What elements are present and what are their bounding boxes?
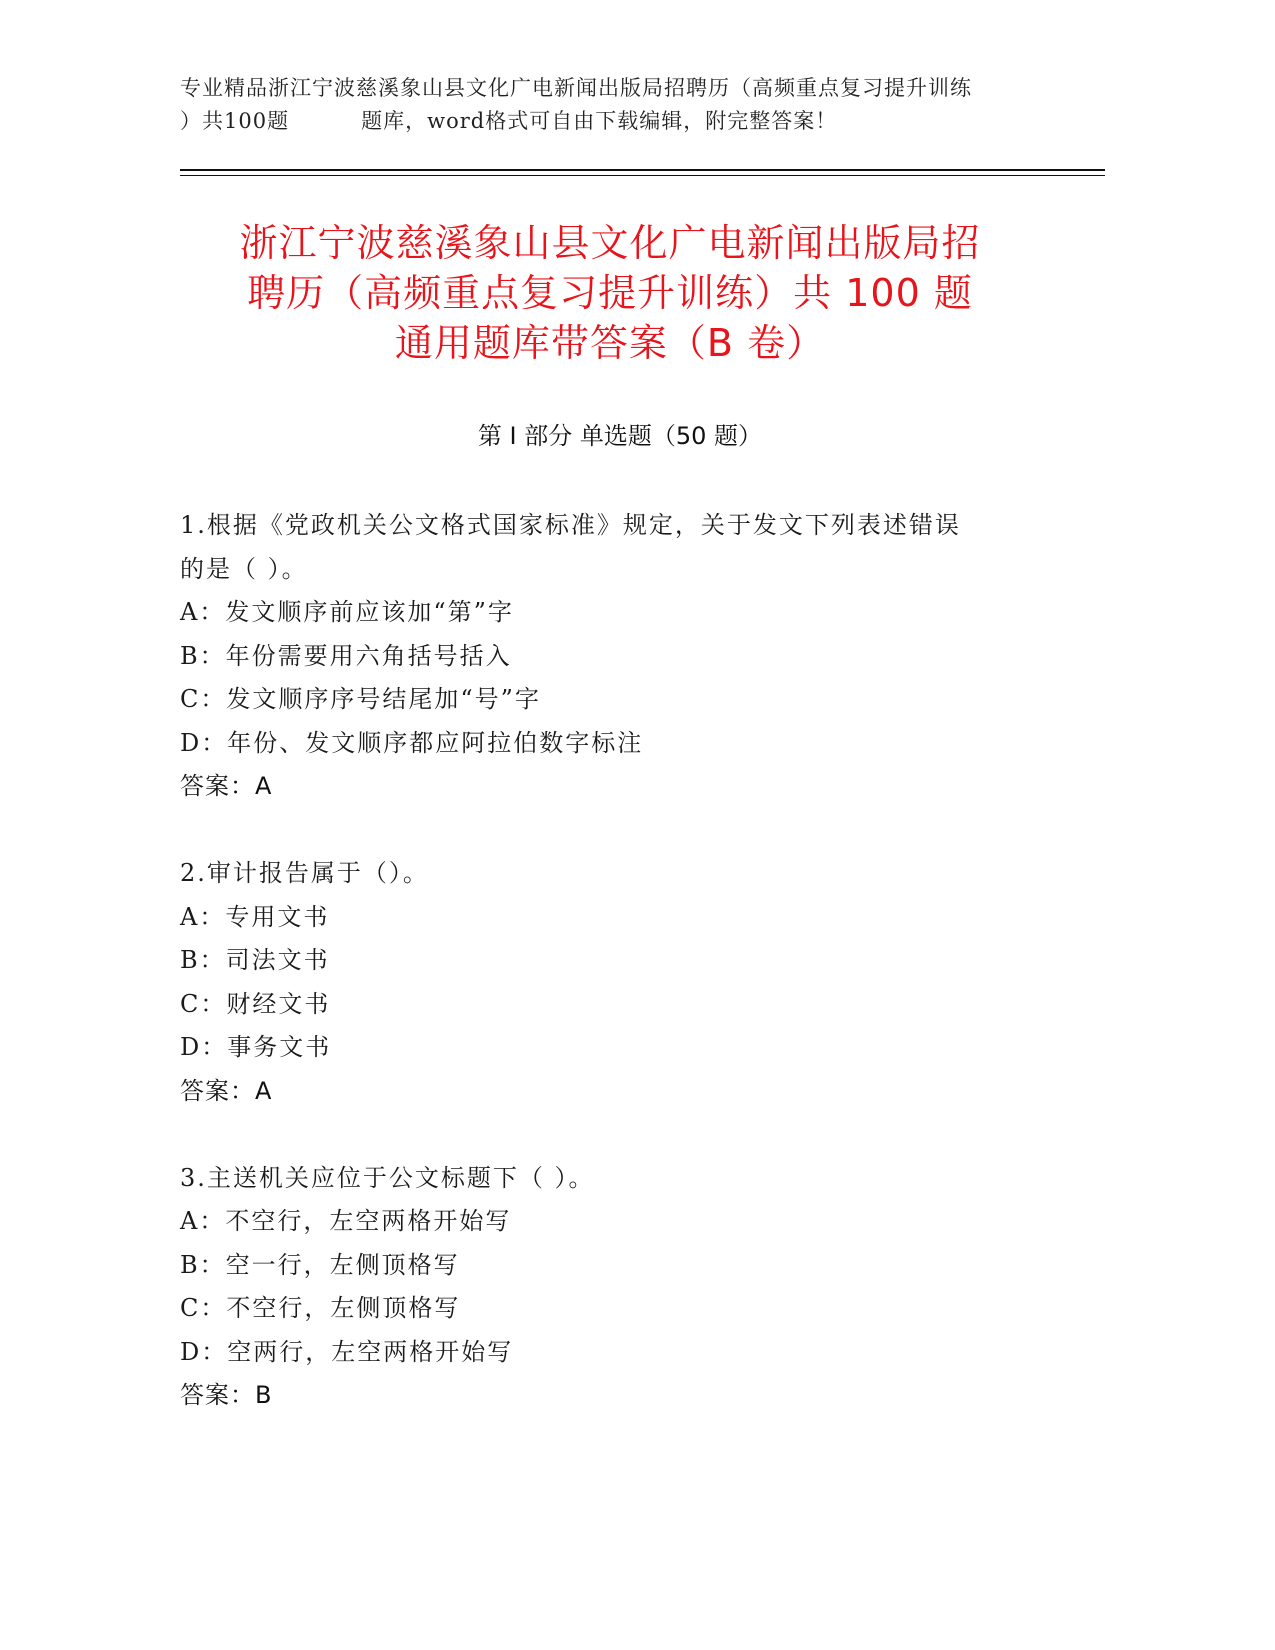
header-line-2-part-b: 题库，word格式可自由下载编辑，附完整答案！ (361, 109, 838, 133)
question-1-stem-line-2: 的是（ ）。 (180, 554, 308, 583)
question-3-option-d: D：空两行，左空两格开始写 (180, 1337, 514, 1366)
question-3-answer: 答案：B (180, 1381, 273, 1409)
question-2-answer: 答案：A (180, 1076, 273, 1105)
question-3-option-b: B：空一行，左侧顶格写 (180, 1250, 460, 1279)
question-spacer (180, 809, 1060, 853)
question-1-option-d: D：年份、发文顺序都应阿拉伯数字标注 (180, 728, 644, 757)
question-1 (180, 504, 1060, 809)
header-rule-thin (180, 175, 1105, 176)
question-1-option-c: C：发文顺序序号结尾加“号”字 (180, 685, 541, 713)
question-2-option-d: D：事务文书 (180, 1033, 332, 1061)
section-title: 第 I 部分 单选题（50 题） (477, 422, 763, 450)
header-line-2 (180, 105, 1080, 138)
question-2-stem-line-1: 2.审计报告属于（）。 (180, 859, 429, 887)
question-spacer (180, 1113, 1060, 1157)
header-rule-thick (180, 169, 1105, 171)
question-list (180, 504, 1060, 1418)
question-1-stem-line-1: 1.根据《党政机关公文格式国家标准》规定，关于发文下列表述错误 (180, 511, 961, 539)
question-2-option-b: B：司法文书 (180, 946, 330, 974)
question-3 (180, 1157, 1060, 1418)
document-title-line-3: 通用题库带答案（B 卷） (394, 321, 826, 365)
header-note (180, 72, 1080, 138)
question-3-option-c: C：不空行，左侧顶格写 (180, 1294, 461, 1322)
question-2-option-a: A：专用文书 (180, 902, 330, 931)
question-1-option-b: B：年份需要用六角括号括入 (180, 641, 512, 670)
question-3-stem-line-1: 3.主送机关应位于公文标题下（ ）。 (180, 1163, 595, 1192)
question-2-option-c: C：财经文书 (180, 989, 331, 1018)
header-line-2-part-a: ）共100题 (180, 109, 290, 133)
question-2 (180, 852, 1060, 1113)
question-1-answer: 答案：A (180, 772, 273, 800)
question-3-option-a: A：不空行，左空两格开始写 (180, 1207, 512, 1235)
header-line-1: 专业精品浙江宁波慈溪象山县文化广电新闻出版局招聘历（高频重点复习提升训练 (180, 76, 972, 100)
document-title-line-2: 聘历（高频重点复习提升训练）共 100 题 (247, 271, 973, 315)
document-title-line-1: 浙江宁波慈溪象山县文化广电新闻出版局招 (239, 221, 981, 265)
question-1-option-a: A：发文顺序前应该加“第”字 (180, 598, 514, 626)
document-title (170, 218, 1050, 368)
